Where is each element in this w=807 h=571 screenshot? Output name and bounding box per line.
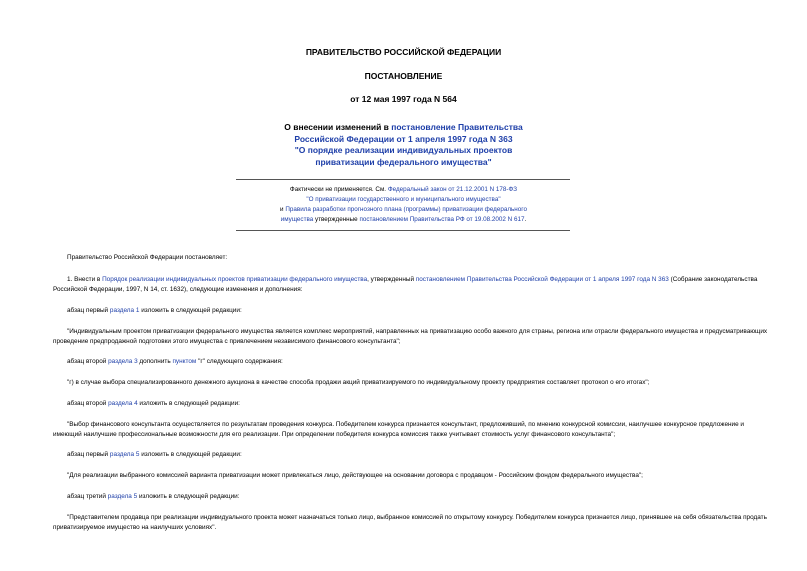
p4-text: абзац второй (67, 358, 109, 365)
note-bottom-divider (236, 230, 570, 231)
p8-text-2: изложить в следующей редакции: (139, 451, 242, 458)
p4-link-section-3[interactable]: раздела 3 (108, 358, 138, 365)
p1-text-2: , утвержденный (367, 276, 416, 283)
note-text-approved: утвержденные (313, 216, 360, 223)
p1-text-3: (Собрание законодательства Российской Федерации, 1997, N 14, ст. 1632), следующие изменения и дополнения: (53, 276, 758, 294)
p11-text: "Представителем продавца при реализации индивидуального проекта может назначаться только лицо, выбранное комиссией по открытому конкурсу. Победителем конкурса признается лицо, принявшее на себя обязательства продать приватизируемое имущество на наилучших условиях". (53, 514, 767, 532)
paragraph-1 (53, 275, 771, 295)
p6-link-section-4[interactable]: раздела 4 (108, 400, 138, 407)
paragraph-10 (53, 492, 771, 502)
document-type-heading: ПОСТАНОВЛЕНИЕ (364, 71, 443, 81)
paragraph-4 (53, 357, 771, 367)
paragraph-9 (53, 471, 771, 481)
p2-text-2: изложить в следующей редакции: (139, 307, 242, 314)
p1-text: 1. Внести в (67, 276, 103, 283)
p1-link-resolution-363[interactable]: постановлением Правительства Российской Федерации от 1 апреля 1997 года N 363 (415, 276, 669, 283)
paragraph-7 (53, 420, 771, 440)
note-link-rules[interactable]: Правила разработки прогнозного плана (программы) приватизации федерального (285, 206, 527, 213)
p8-text: абзац первый (67, 451, 110, 458)
note-link-rules-end[interactable]: имущества (280, 216, 314, 223)
title-link-resolution-date[interactable]: Российской Федерации от 1 апреля 1997 года N 363 (294, 133, 513, 144)
p8-link-section-5[interactable]: раздела 5 (109, 451, 140, 458)
intro-text: Правительство Российской Федерации постановляет: (67, 254, 228, 261)
note-text-period: . (524, 216, 527, 223)
paragraph-5 (53, 378, 771, 388)
p4-text-2: дополнить (137, 358, 173, 365)
title-link-resolution-name[interactable]: "О порядке реализации индивидуальных проектов (294, 145, 513, 155)
title-link-resolution[interactable]: постановление Правительства (391, 122, 523, 132)
note-link-law-title[interactable]: "О приватизации государственного и муниципального имущества" (306, 196, 501, 203)
p6-text-2: изложить в следующей редакции: (137, 400, 240, 407)
p2-link-section-1[interactable]: раздела 1 (109, 307, 140, 314)
government-heading: ПРАВИТЕЛЬСТВО РОССИЙСКОЙ ФЕДЕРАЦИИ (305, 47, 502, 57)
p10-text-2: изложить в следующей редакции: (137, 493, 240, 500)
note-text-and: и (280, 206, 286, 213)
p6-text: абзац второй (67, 400, 109, 407)
title-link-resolution-name-end[interactable]: приватизации федерального имущества" (315, 156, 492, 167)
intro-paragraph (53, 253, 771, 263)
p5-text: "г) в случае выбора специализированного денежного аукциона в качестве способа продажи акций приватизируемого по индивидуальному проекту предприятия составляет протокол о его итогах"; (67, 379, 650, 386)
title-text: О внесении изменений в (284, 122, 392, 132)
paragraph-11 (53, 513, 771, 533)
paragraph-3 (53, 327, 771, 347)
p4-text-3: "г" следующего содержания: (196, 358, 283, 365)
p9-text: "Для реализации выбранного комиссией варианта приватизации может привлекаться лицо, действующее на основании договора с продавцом - Российским фондом федерального имущества"; (67, 472, 643, 479)
paragraph-8 (53, 450, 771, 460)
paragraph-2 (53, 306, 771, 316)
p4-link-clause[interactable]: пунктом (172, 358, 197, 365)
applicability-note (0, 185, 807, 225)
p10-link-section-5[interactable]: раздела 5 (107, 493, 138, 500)
p2-text: абзац первый (67, 307, 110, 314)
document-date-number: от 12 мая 1997 года N 564 (350, 94, 457, 104)
paragraph-6 (53, 399, 771, 409)
note-link-federal-law[interactable]: Федеральный закон от 21.12.2001 N 178-ФЗ (387, 186, 518, 193)
p3-text: "Индивидуальным проектом приватизации федерального имущества является комплекс мероприятий, направленных на приватизацию особо важного для страны, региона или отрасли федерального имущества и предусматривающих проведение предпродажной подготовки этого имущества с привлечением независимого финансового консультанта"; (53, 328, 768, 346)
note-text: Фактически не применяется. См. (289, 186, 388, 193)
document-title (0, 122, 807, 168)
note-link-resolution-617[interactable]: постановлением Правительства РФ от 19.08.2002 N 617 (359, 216, 525, 223)
note-top-divider (236, 179, 570, 180)
p10-text: абзац третий (67, 493, 108, 500)
p7-text: "Выбор финансового консультанта осуществляется по результатам проведения конкурса. Победителем конкурса признается консультант, предложивший, по мнению конкурсной комиссии, наилучшее конкурсное предложение и имеющий наилучшие профессиональные возможности для его реализации. При определении победителя конкурса комиссия также учитывает стоимость услуг финансового консультанта"; (53, 421, 745, 439)
p1-link-procedure[interactable]: Порядок реализации индивидуальных проектов приватизации федерального имущества (102, 276, 368, 283)
